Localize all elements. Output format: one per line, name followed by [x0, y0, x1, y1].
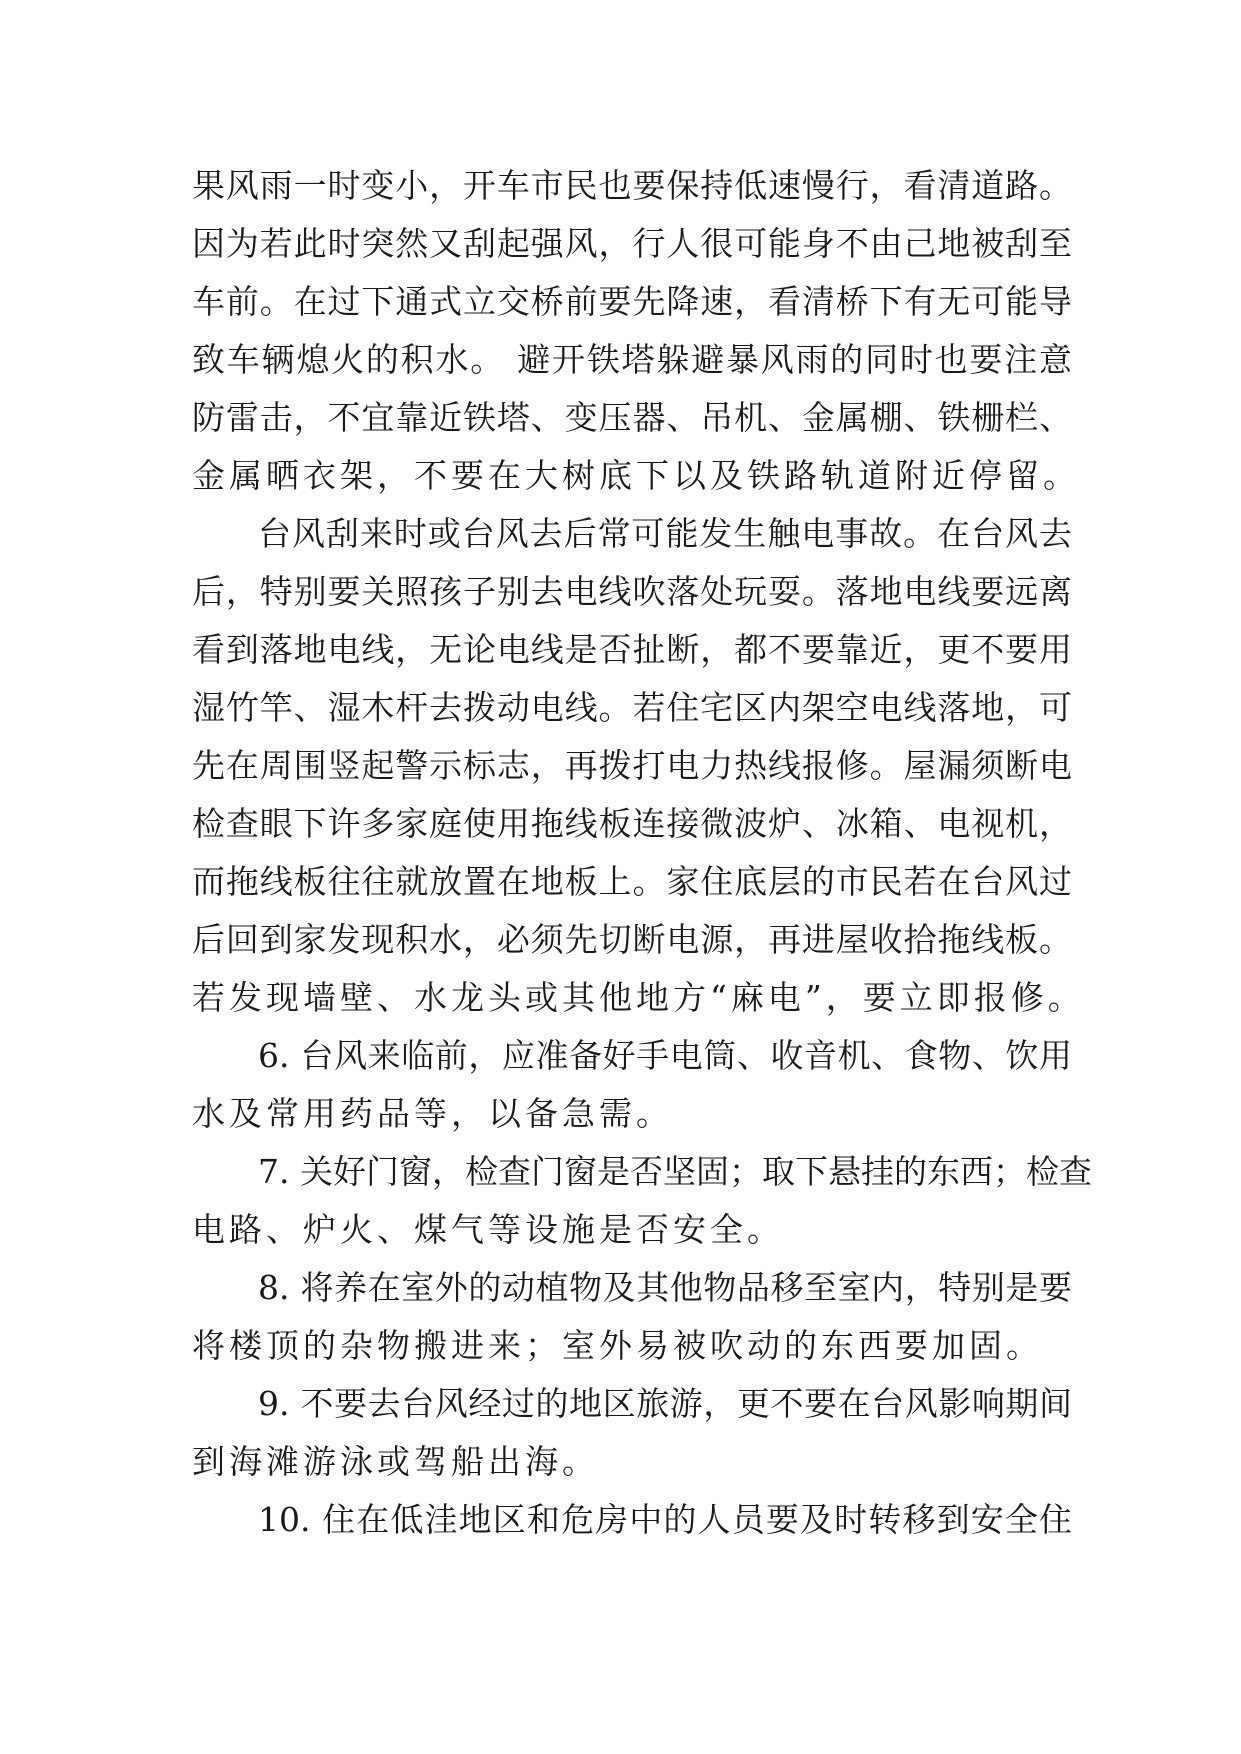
text-line: 因为若此时突然又刮起强风，行人很可能身不由己地被刮至: [192, 224, 1072, 263]
body-text: [192, 157, 1092, 1549]
text-line: 防雷击，不宜靠近铁塔、变压器、吊机、金属棚、铁栅栏、: [192, 398, 1072, 437]
text-line: 电路、炉火、煤气等设施是否安全。: [192, 1210, 784, 1249]
text-line: 致车辆熄火的积水。 避开铁塔躲避暴风雨的同时也要注意: [192, 340, 1072, 379]
text-line: 而拖线板往往就放置在地板上。家住底层的市民若在台风过: [192, 862, 1072, 901]
text-line: 到海滩游泳或驾船出海。: [192, 1442, 599, 1481]
text-line: 金属晒衣架，不要在大树底下以及铁路轨道附近停留。: [192, 456, 1080, 495]
paragraph-first-line: 台风刮来时或台风去后常可能发生触电事故。在台风去: [258, 514, 1072, 553]
text-line: 湿竹竿、湿木杆去拨动电线。若住宅区内架空电线落地，可: [192, 688, 1072, 727]
list-item-7: 7. 关好门窗，检查门窗是否坚固；取下悬挂的东西；检查: [258, 1152, 1092, 1191]
text-line: 后，特别要关照孩子别去电线吹落处玩耍。落地电线要远离: [192, 572, 1072, 611]
list-item-6: 6. 台风来临前，应准备好手电筒、收音机、食物、饮用: [258, 1036, 1072, 1075]
list-item-8: 8. 将养在室外的动植物及其他物品移至室内，特别是要: [258, 1268, 1072, 1307]
text-line: 看到落地电线，无论电线是否扯断，都不要靠近，更不要用: [192, 630, 1072, 669]
text-line: 后回到家发现积水，必须先切断电源，再进屋收拾拖线板。: [192, 920, 1072, 959]
list-item-10: 10. 住在低洼地区和危房中的人员要及时转移到安全住: [258, 1500, 1072, 1539]
text-line: 先在周围竖起警示标志，再拨打电力热线报修。屋漏须断电: [192, 746, 1072, 785]
list-item-9: 9. 不要去台风经过的地区旅游，更不要在台风影响期间: [258, 1384, 1072, 1423]
text-line: 果风雨一时变小，开车市民也要保持低速慢行，看清道路。: [192, 166, 1072, 205]
text-line: 车前。在过下通式立交桥前要先降速，看清桥下有无可能导: [192, 282, 1072, 321]
text-line: 将楼顶的杂物搬进来；室外易被吹动的东西要加固。: [192, 1326, 1043, 1365]
text-line: 水及常用药品等，以备急需。: [192, 1094, 673, 1133]
text-line: 检查眼下许多家庭使用拖线板连接微波炉、冰箱、电视机，: [192, 804, 1072, 843]
text-line: 若发现墙壁、水龙头或其他地方“麻电”，要立即报修。: [192, 978, 1085, 1017]
